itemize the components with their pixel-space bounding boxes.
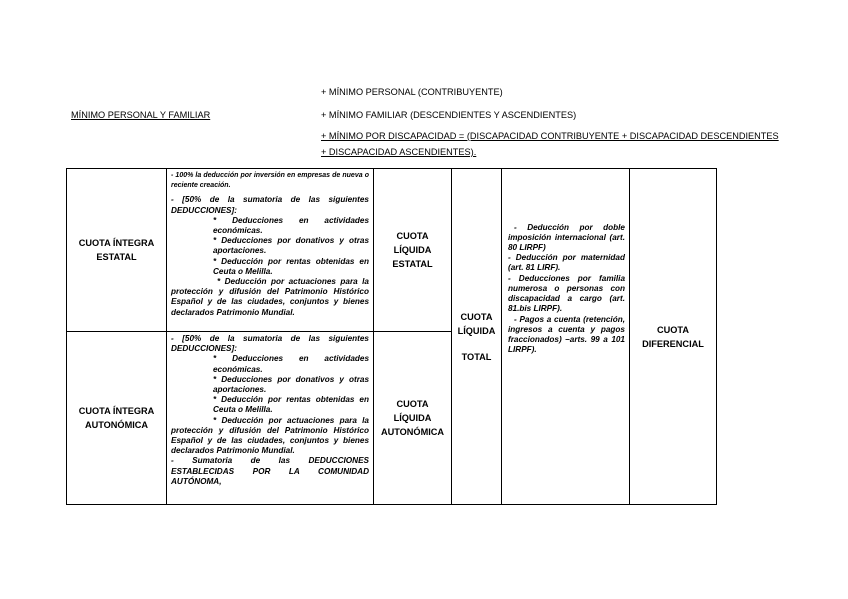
cuota-liquida-estatal-l2: LÍQUIDA [393, 245, 432, 255]
autonomica-deductions-intro: - [50% de la sumatoria de las siguientes DEDUCCIONES]: [171, 334, 369, 354]
minimo-personal-line: + MÍNIMO PERSONAL (CONTRIBUYENTE) [321, 87, 503, 97]
pagos-a-cuenta: - Pagos a cuenta (retención, ingresos a cuenta y pagos fraccionados) –arts. 99 a 101 LIRPF). [508, 314, 625, 355]
cuota-liquida-estatal-l1: CUOTA [396, 231, 429, 241]
cuota-diferencial-l2: DIFERENCIAL [642, 338, 704, 349]
cuota-liquida-autonomica-l3: AUTONÓMICA [380, 427, 445, 437]
cuota-integra-autonomica-l2: AUTONÓMICA [84, 420, 149, 430]
cuota-liquida-total-l2: LÍQUIDA [457, 325, 496, 336]
autonomica-deductions-cell [167, 332, 374, 505]
estatal-deduction-item-1: * Deducciones en actividades económicas. [213, 215, 369, 236]
autonomica-deduction-item-2: * Deducciones por donativos y otras aportaciones. [213, 374, 369, 395]
cuota-table [66, 168, 717, 505]
cuota-liquida-autonomica-l2: LÍQUIDA [393, 413, 432, 423]
cuota-diferencial-l1: CUOTA [657, 324, 689, 335]
cuota-integra-estatal-l2: ESTATAL [96, 252, 137, 262]
cuota-liquida-total-cell [452, 169, 502, 505]
minimo-personal-familiar-label: MÍNIMO PERSONAL Y FAMILIAR [71, 110, 211, 120]
estatal-deductions-cell [167, 169, 374, 332]
estatal-first-deduction: - 100% la deducción por inversión en empresas de nueva o reciente creación. [171, 172, 369, 190]
cuota-integra-estatal-l1: CUOTA ÍNTEGRA [78, 238, 155, 248]
cuota-integra-autonomica-cell [67, 332, 167, 505]
estatal-deductions-intro: - [50% de la sumatoria de las siguientes DEDUCCIONES]: [171, 195, 369, 215]
minimo-familiar-line: + MÍNIMO FAMILIAR (DESCENDIENTES Y ASCENDIENTES) [321, 110, 577, 120]
minimo-discapacidad-line: + MÍNIMO POR DISCAPACIDAD = (DISCAPACIDAD CONTRIBUYENTE + DISCAPACIDAD DESCENDIENTES [321, 131, 779, 141]
deduccion-maternidad: - Deducción por maternidad (art. 81 LIRF). [508, 253, 625, 273]
minimo-discapacidad-line-cont: + DISCAPACIDAD ASCENDIENTES). [321, 147, 477, 157]
autonomica-deduction-item-3: * Deducción por rentas obtenidas en Ceuta o Melilla. [213, 395, 369, 415]
cuota-liquida-total-l3: TOTAL [461, 351, 492, 362]
cuota-liquida-estatal-l3: ESTATAL [392, 259, 433, 269]
cuota-integra-estatal-cell [67, 169, 167, 332]
autonomica-deduction-item-1: * Deducciones en actividades económicas. [213, 354, 369, 374]
cuota-integra-autonomica-l1: CUOTA ÍNTEGRA [78, 406, 155, 416]
cuota-diferencial-cell [630, 169, 717, 505]
cuota-liquida-estatal-cell [374, 169, 452, 332]
total-deductions-cell [502, 169, 630, 505]
estatal-deduction-item-4: * Deducción por actuaciones para la protección y difusión del Patrimonio Histórico Español y de las ciudades, conjuntos y bienes declarados Patrimonio Mundial. [171, 277, 369, 317]
estatal-deduction-item-3: * Deducción por rentas obtenidas en Ceuta o Melilla. [213, 256, 369, 276]
estatal-deduction-item-2: * Deducciones por donativos y otras aportaciones. [213, 236, 369, 256]
deduccion-familia-numerosa: - Deducciones por familia numerosa o personas con discapacidad a cargo (art. 81.bis LIRPF). [508, 273, 625, 314]
autonomica-deduction-item-4: * Deducción por actuaciones para la protección y difusión del Patrimonio Histórico Español y de las ciudades, conjuntos y bienes declarados Patrimonio Mundial. [171, 415, 369, 456]
autonomica-deduction-item-5: - Sumatoria de las DEDUCCIONES ESTABLECIDAS POR LA COMUNIDAD AUTÓNOMA, [171, 456, 369, 486]
cuota-liquida-total-l1: CUOTA [460, 311, 493, 322]
deduccion-doble-imposicion: - Deducción por doble imposición internacional (art. 80 LIRPF) [508, 222, 625, 253]
cuota-liquida-autonomica-cell [374, 332, 452, 505]
cuota-liquida-autonomica-l1: CUOTA [396, 399, 429, 409]
